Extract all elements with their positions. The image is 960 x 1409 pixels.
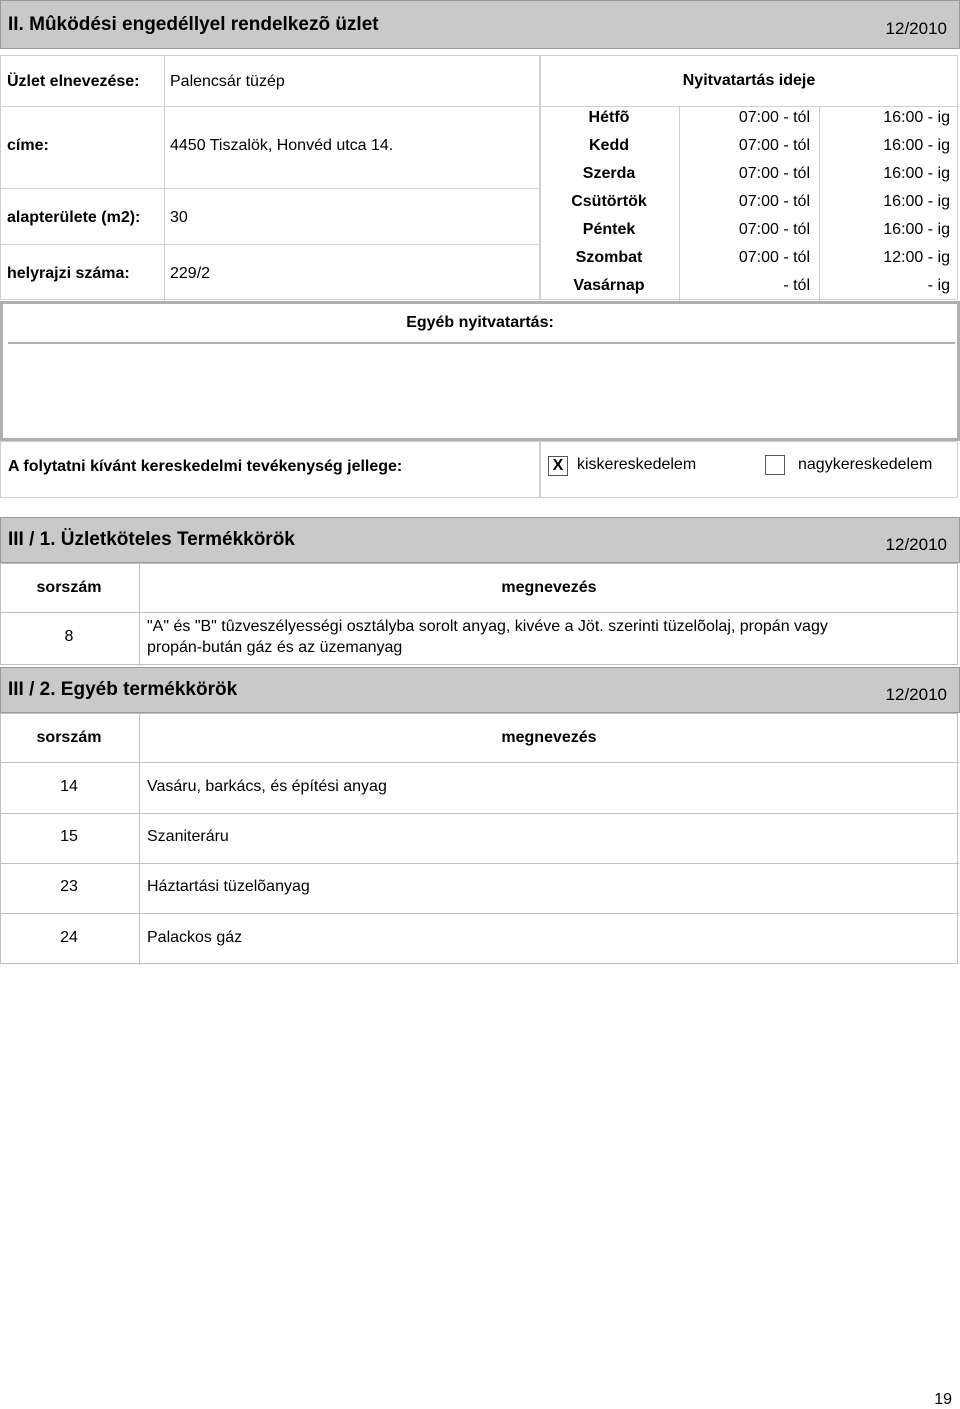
divider — [164, 56, 165, 301]
hours-to: 16:00 - ig — [883, 165, 950, 182]
hours-from: - tól — [783, 277, 810, 294]
row-name: Palackos gáz — [147, 929, 243, 946]
hours-row — [540, 189, 958, 217]
shop-name-label: Üzlet elnevezése: — [7, 73, 140, 90]
hours-row — [540, 105, 958, 133]
hours-day: Szerda — [582, 165, 636, 182]
row-number: 8 — [64, 628, 74, 645]
row-name: Háztartási tüzelõanyag — [147, 878, 310, 895]
hours-day: Szombat — [575, 249, 643, 266]
section-header — [0, 517, 960, 563]
shop-parcel-label: helyrajzi száma: — [7, 265, 130, 282]
hours-row — [540, 273, 958, 301]
divider — [139, 714, 140, 965]
hours-to: 16:00 - ig — [883, 137, 950, 154]
section-date: 12/2010 — [885, 685, 947, 704]
hours-to: 16:00 - ig — [883, 221, 950, 238]
hours-row — [540, 133, 958, 161]
row-number: 23 — [60, 878, 78, 895]
col-header-number: sorszám — [36, 579, 102, 596]
row-name: Vasáru, barkács, és építési anyag — [147, 778, 387, 795]
hours-day: Péntek — [582, 221, 636, 238]
section-title: II. Mûködési engedéllyel rendelkezõ üzlet — [8, 14, 379, 35]
shop-address-label: címe: — [7, 137, 49, 154]
row-name-line2: propán-bután gáz és az üzemanyag — [147, 639, 403, 656]
other-products-table — [0, 713, 958, 964]
section-header — [0, 667, 960, 713]
hours-day: Vasárnap — [573, 277, 645, 294]
page-number: 19 — [934, 1391, 952, 1408]
hours-to: 12:00 - ig — [883, 249, 950, 266]
row-name: Szaniteráru — [147, 828, 229, 845]
divider — [1, 762, 959, 763]
hours-to: 16:00 - ig — [883, 193, 950, 210]
section-header — [0, 0, 960, 49]
row-number: 15 — [60, 828, 78, 845]
divider — [1, 913, 959, 914]
shop-info-panel — [0, 55, 540, 300]
hours-from: 07:00 - tól — [738, 193, 810, 210]
hours-from: 07:00 - tól — [738, 249, 810, 266]
hours-to: 16:00 - ig — [883, 109, 950, 126]
section-date: 12/2010 — [885, 19, 947, 38]
retail-checkbox[interactable]: X — [548, 456, 568, 476]
section-title: III / 1. Üzletköteles Termékkörök — [8, 529, 295, 550]
retail-label: kiskereskedelem — [577, 456, 697, 473]
divider — [1, 813, 959, 814]
divider — [1, 863, 959, 864]
divider — [1, 244, 541, 245]
wholesale-checkbox[interactable] — [765, 455, 785, 475]
shop-address-value: 4450 Tiszalök, Honvéd utca 14. — [170, 137, 394, 154]
hours-from: 07:00 - tól — [738, 221, 810, 238]
activity-label: A folytatni kívánt kereskedelmi tevékenység jellege: — [8, 458, 403, 475]
hours-row — [540, 245, 958, 273]
row-name-line1: "A" és "B" tûzveszélyességi osztályba sorolt anyag, kivéve a Jöt. szerinti tüzelõolaj, propán vagy — [147, 618, 828, 635]
wholesale-label: nagykereskedelem — [798, 456, 933, 473]
shop-area-value: 30 — [170, 209, 188, 226]
hours-row — [540, 217, 958, 245]
other-hours-label: Egyéb nyitvatartás: — [406, 314, 554, 331]
divider — [1, 188, 541, 189]
hours-from: 07:00 - tól — [738, 165, 810, 182]
row-number: 24 — [60, 929, 78, 946]
shop-name-value: Palencsár tüzép — [170, 73, 285, 90]
divider — [1, 106, 541, 107]
hours-day: Csütörtök — [571, 193, 647, 210]
hours-from: 07:00 - tól — [738, 109, 810, 126]
divider — [1, 612, 959, 613]
section-title: III / 2. Egyéb termékkörök — [8, 679, 238, 700]
col-header-name: megnevezés — [501, 579, 597, 596]
col-header-number: sorszám — [36, 729, 102, 746]
hours-row — [540, 161, 958, 189]
hours-from: 07:00 - tól — [738, 137, 810, 154]
hours-to: - ig — [927, 277, 950, 294]
shop-parcel-value: 229/2 — [170, 265, 211, 282]
divider — [8, 342, 955, 344]
col-header-name: megnevezés — [501, 729, 597, 746]
section-date: 12/2010 — [885, 535, 947, 554]
shop-area-label: alapterülete (m2): — [7, 209, 141, 226]
row-number: 14 — [60, 778, 78, 795]
hours-day: Kedd — [589, 137, 629, 154]
opening-hours-header: Nyitvatartás ideje — [682, 72, 816, 89]
hours-day: Hétfõ — [588, 109, 630, 126]
